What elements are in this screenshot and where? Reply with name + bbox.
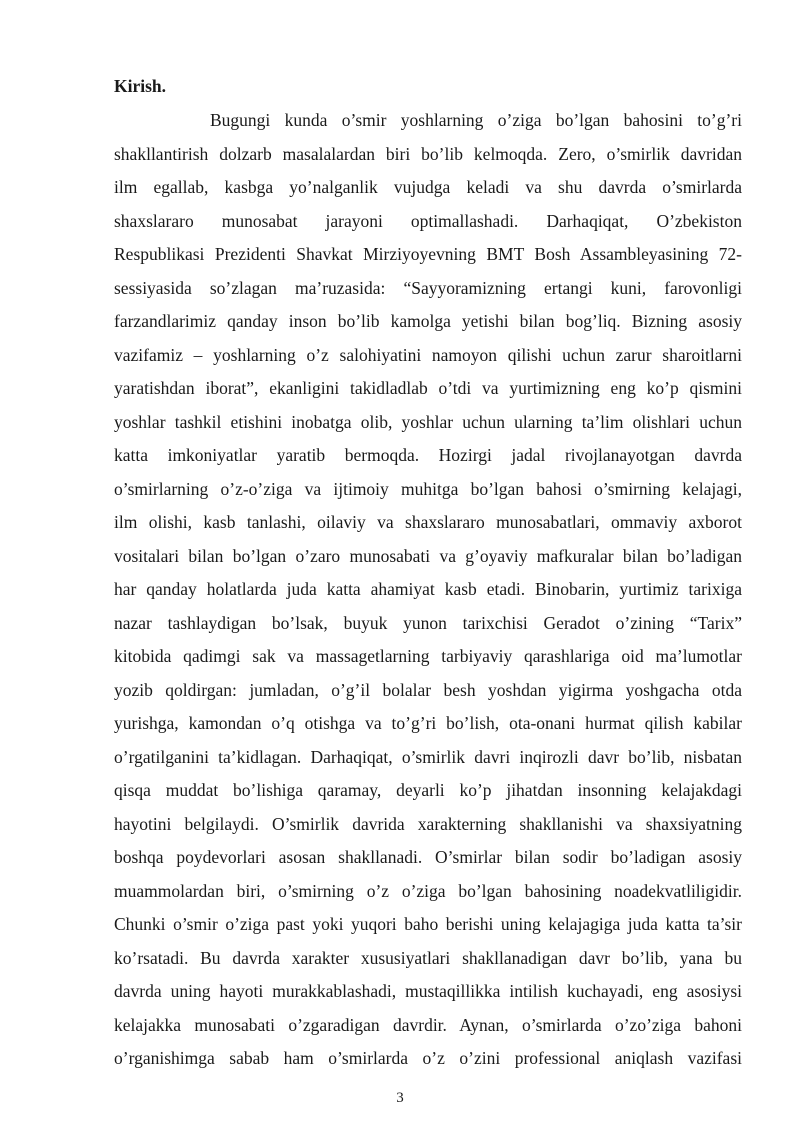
text-line: yaratishdan iborat”, ekanligini takidladlab o’tdi va yurtimizning eng ko’p qismini [114,378,742,398]
text-line: ko’rsatadi. Bu davrda xarakter xususiyatlari shakllanadigan davr bo’lib, yana bu [114,947,742,968]
text-line: muammolardan biri, o’smirning o’z o’ziga bo’lgan bahosining noadekvatliligidir. [114,880,742,901]
text-line: yozib qoldirgan: jumladan, o’g’il bolalar besh yoshdan yigirma yoshgacha otda [114,679,742,700]
text-line: hayotini belgilaydi. O’smirlik davrida xarakterning shakllanishi va shaxsiyatning [114,813,742,834]
text-line: shaxslararo munosabat jarayoni optimallashadi. Darhaqiqat, O’zbekiston [114,210,742,231]
text-line: boshqa poydevorlari asosan shakllanadi. O’smirlar bilan sodir bo’ladigan asosiy [114,847,742,867]
text-line: nazar tashlaydigan bo’lsak, buyuk yunon tarixchisi Geradot o’zining “Tarix” [114,612,742,633]
text-line: sessiyasida so’zlagan ma’ruzasida: “Sayyoramizning ertangi kuni, farovonligi [114,277,742,298]
text-line: vositalari bilan bo’lgan o’zaro munosabati va g’oyaviy mafkuralar bilan bo’ladigan [114,545,742,566]
text-line: o’rgatilganini ta’kidlagan. Darhaqiqat, o’smirlik davri inqirozli davr bo’lib, nisbatan [114,746,742,767]
text-line: davrda uning hayoti murakkablashadi, mustaqillikka intilish kuchayadi, eng asosiysi [114,981,742,1001]
text-line: o’smirlarning o’z-o’ziga va ijtimoiy muhitga bo’lgan bahosi o’smirning kelajagi, [114,478,742,499]
text-line: kitobida qadimgi sak va massagetlarning tarbiyaviy qarashlariga oid ma’lumotlar [114,646,742,666]
text-line: ilm olishi, kasb tanlashi, oilaviy va shaxslararo munosabatlari, ommaviy axborot [114,512,742,532]
text-line: farzandlarimiz qanday inson bo’lib kamolga yetishi bilan bog’liq. Bizning asosiy [114,311,742,331]
text-line: Chunki o’smir o’ziga past yoki yuqori baho berishi uning kelajagiga juda katta ta’sir [114,914,742,934]
text-line: vazifamiz – yoshlarning o’z salohiyatini namoyon qilishi uchun zarur sharoitlarni [114,344,742,365]
text-line: shakllantirish dolzarb masalalardan biri bo’lib kelmoqda. Zero, o’smirlik davridan [114,143,742,164]
text-line: Bugungi kunda o’smir yoshlarning o’ziga bo’lgan bahosini to’g’ri [210,110,742,130]
text-line: har qanday holatlarda juda katta ahamiyat kasb etadi. Binobarin, yurtimiz tarixiga [114,579,742,599]
text-line: yoshlar tashkil etishini inobatga olib, yoshlar uchun ularning ta’lim olishlari uchun [114,411,742,432]
page-number: 3 [396,1090,404,1106]
text-line: qisqa muddat bo’lishiga qaramay, deyarli ko’p jihatdan insonning kelajakdagi [114,780,742,800]
text-line: o’rganishimga sabab ham o’smirlarda o’z o’zini professional aniqlash vazifasi [114,1048,742,1068]
text-line: katta imkoniyatlar yaratib bermoqda. Hozirgi jadal rivojlanayotgan davrda [114,445,742,465]
text-line: ilm egallab, kasbga yo’nalganlik vujudga keladi va shu davrda o’smirlarda [114,177,742,197]
body-paragraph [114,104,742,1076]
text-line: kelajakka munosabati o’zgaradigan davrdir. Aynan, o’smirlarda o’zo’ziga bahoni [114,1014,742,1035]
text-line: yurishga, kamondan o’q otishga va to’g’ri bo’lish, ota-onani hurmat qilish kabilar [114,713,742,733]
text-line: Respublikasi Prezidenti Shavkat Mirziyoyevning BMT Bosh Assambleyasining 72- [114,244,742,264]
section-heading: Kirish. [114,76,167,96]
